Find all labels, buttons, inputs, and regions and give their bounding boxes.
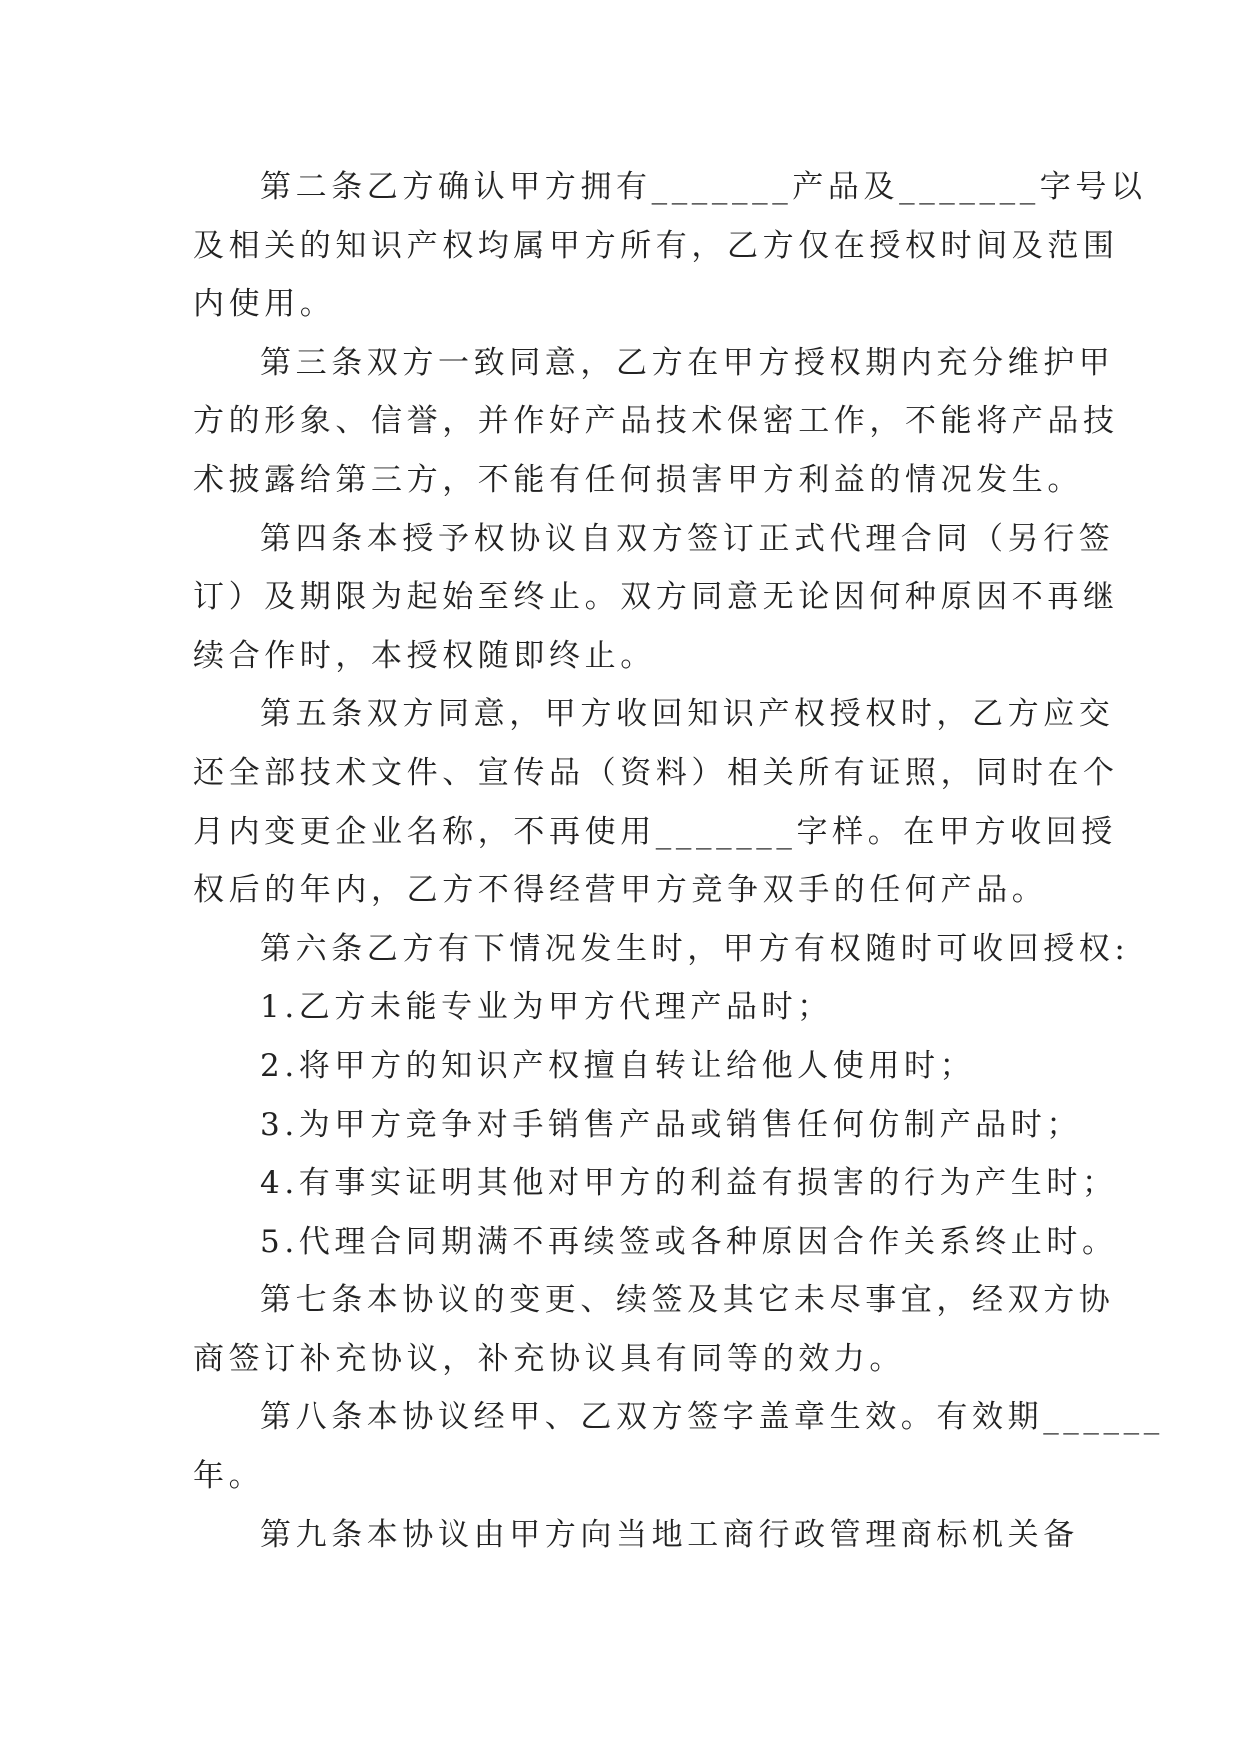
text-line: 商签订补充协议，补充协议具有同等的效力。: [193, 1340, 905, 1377]
text-line: 续合作时，本授权随即终止。: [193, 637, 656, 674]
list-item: 5.代理合同期满不再续签或各种原因合作关系终止时。: [260, 1223, 1118, 1260]
text-line: 第四条本授予权协议自双方签订正式代理合同（另行签: [260, 520, 1115, 557]
list-item: 4.有事实证明其他对甲方的利益有损害的行为产生时；: [260, 1165, 1118, 1202]
agreement-text: [193, 158, 1164, 1564]
text-line: 权后的年内，乙方不得经营甲方竞争双手的任何产品。: [193, 872, 1048, 909]
text-line: 第三条双方一致同意，乙方在甲方授权期内充分维护甲: [260, 344, 1115, 381]
text-line: 还全部技术文件、宣传品（资料）相关所有证照，同时在个: [193, 754, 1119, 791]
text-line: 第八条本协议经甲、乙双方签字盖章生效。有效期______: [260, 1399, 1164, 1436]
list-item: 3.为甲方竞争对手销售产品或销售任何仿制产品时；: [260, 1106, 1082, 1143]
text-line: 年。: [193, 1458, 265, 1495]
text-line: 第二条乙方确认甲方拥有_______产品及_______字号以: [260, 169, 1147, 205]
text-line: 及相关的知识产权均属甲方所有，乙方仅在授权时间及范围: [193, 227, 1119, 264]
text-line: 第六条乙方有下情况发生时，甲方有权随时可收回授权:: [260, 930, 1130, 967]
text-line: 内使用。: [193, 286, 336, 323]
text-line: 第五条双方同意，甲方收回知识产权授权时，乙方应交: [260, 696, 1115, 733]
text-line: 订）及期限为起始至终止。双方同意无论因何种原因不再继: [193, 579, 1119, 616]
text-line: 月内变更企业名称，不再使用_______字样。在甲方收回授: [193, 813, 1117, 850]
text-line: 方的形象、信誉，并作好产品技术保密工作，不能将产品技: [193, 403, 1119, 440]
text-line: 术披露给第三方，不能有任何损害甲方利益的情况发生。: [193, 461, 1083, 498]
list-item: 2.将甲方的知识产权擅自转让给他人使用时；: [260, 1047, 976, 1084]
text-line: 第九条本协议由甲方向当地工商行政管理商标机关备: [260, 1516, 1079, 1553]
list-item: 1.乙方未能专业为甲方代理产品时；: [260, 989, 833, 1026]
text-line: 第七条本协议的变更、续签及其它未尽事宜，经双方协: [260, 1282, 1115, 1319]
